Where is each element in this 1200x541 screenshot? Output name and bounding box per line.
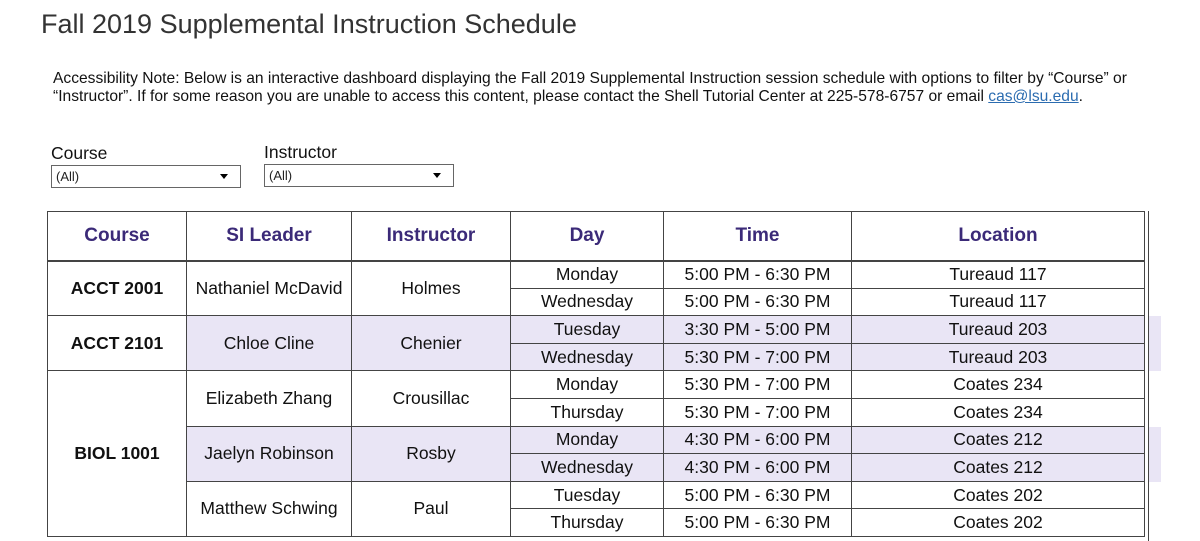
instructor-cell[interactable]: Paul: [352, 481, 511, 536]
si-leader-cell[interactable]: Nathaniel McDavid: [187, 261, 352, 316]
table-row[interactable]: [48, 316, 1145, 344]
course-cell[interactable]: ACCT 2101: [48, 316, 187, 371]
instructor-cell[interactable]: Rosby: [352, 426, 511, 481]
column-header-location[interactable]: Location: [852, 212, 1145, 261]
day-cell[interactable]: Monday: [511, 371, 664, 399]
instructor-cell[interactable]: Chenier: [352, 316, 511, 371]
location-cell[interactable]: Coates 212: [852, 454, 1145, 482]
si-leader-cell[interactable]: Matthew Schwing: [187, 481, 352, 536]
day-cell[interactable]: Tuesday: [511, 316, 664, 344]
course-filter: [51, 143, 241, 188]
time-cell[interactable]: 5:30 PM - 7:00 PM: [664, 398, 852, 426]
time-cell[interactable]: 4:30 PM - 6:00 PM: [664, 426, 852, 454]
instructor-cell[interactable]: Holmes: [352, 261, 511, 316]
day-cell[interactable]: Thursday: [511, 509, 664, 537]
day-cell[interactable]: Thursday: [511, 398, 664, 426]
table-header-row: [48, 212, 1145, 261]
row-shade-edge: [1149, 427, 1161, 455]
table-row[interactable]: [48, 426, 1145, 454]
column-header-instructor[interactable]: Instructor: [352, 212, 511, 261]
course-select-value: (All): [56, 169, 80, 184]
course-select[interactable]: [51, 165, 241, 188]
location-cell[interactable]: Tureaud 117: [852, 288, 1145, 316]
time-cell[interactable]: 5:30 PM - 7:00 PM: [664, 371, 852, 399]
column-header-time[interactable]: Time: [664, 212, 852, 261]
day-cell[interactable]: Wednesday: [511, 454, 664, 482]
dropdown-arrow-icon: [220, 174, 228, 179]
time-cell[interactable]: 5:30 PM - 7:00 PM: [664, 343, 852, 371]
day-cell[interactable]: Wednesday: [511, 288, 664, 316]
row-shade-edge: [1149, 316, 1161, 344]
day-cell[interactable]: Monday: [511, 261, 664, 289]
instructor-filter-label: Instructor: [264, 142, 337, 162]
time-cell[interactable]: 3:30 PM - 5:00 PM: [664, 316, 852, 344]
course-cell[interactable]: BIOL 1001: [48, 371, 187, 537]
location-cell[interactable]: Tureaud 203: [852, 316, 1145, 344]
location-cell[interactable]: Coates 234: [852, 371, 1145, 399]
day-cell[interactable]: Monday: [511, 426, 664, 454]
location-cell[interactable]: Coates 234: [852, 398, 1145, 426]
time-cell[interactable]: 5:00 PM - 6:30 PM: [664, 288, 852, 316]
note-text: Accessibility Note: Below is an interactive dashboard displaying the Fall 2019 Supplemental Instruction session schedule with options to filter by “Course” or “Instructor”. If for some reason you are unable to access this content, please contact the Shell Tutorial Center at 225-578-6757 or email: [53, 70, 1127, 105]
instructor-select[interactable]: [264, 164, 454, 187]
scroll-edge: [1148, 211, 1160, 541]
schedule-table: [47, 211, 1145, 537]
time-cell[interactable]: 5:00 PM - 6:30 PM: [664, 509, 852, 537]
email-link[interactable]: cas@lsu.edu: [988, 88, 1079, 105]
column-header-course[interactable]: Course: [48, 212, 187, 261]
si-leader-cell[interactable]: Chloe Cline: [187, 316, 352, 371]
location-cell[interactable]: Tureaud 203: [852, 343, 1145, 371]
table-row[interactable]: [48, 481, 1145, 509]
time-cell[interactable]: 5:00 PM - 6:30 PM: [664, 481, 852, 509]
instructor-cell[interactable]: Crousillac: [352, 371, 511, 426]
si-leader-cell[interactable]: Elizabeth Zhang: [187, 371, 352, 426]
column-header-si-leader[interactable]: SI Leader: [187, 212, 352, 261]
column-header-day[interactable]: Day: [511, 212, 664, 261]
table-row[interactable]: [48, 261, 1145, 289]
table-body: [48, 261, 1145, 537]
location-cell[interactable]: Coates 212: [852, 426, 1145, 454]
location-cell[interactable]: Coates 202: [852, 481, 1145, 509]
accessibility-note: [53, 70, 1143, 106]
location-cell[interactable]: Coates 202: [852, 509, 1145, 537]
course-cell[interactable]: ACCT 2001: [48, 261, 187, 316]
day-cell[interactable]: Wednesday: [511, 343, 664, 371]
row-shade-edge: [1149, 454, 1161, 482]
instructor-filter: [264, 142, 454, 187]
row-shade-edge: [1149, 344, 1161, 372]
time-cell[interactable]: 5:00 PM - 6:30 PM: [664, 261, 852, 289]
table-row[interactable]: [48, 371, 1145, 399]
location-cell[interactable]: Tureaud 117: [852, 261, 1145, 289]
instructor-select-value: (All): [269, 168, 293, 183]
dropdown-arrow-icon: [433, 173, 441, 178]
time-cell[interactable]: 4:30 PM - 6:00 PM: [664, 454, 852, 482]
day-cell[interactable]: Tuesday: [511, 481, 664, 509]
note-end: .: [1078, 88, 1083, 105]
page-title: Fall 2019 Supplemental Instruction Schedule: [41, 9, 577, 39]
course-filter-label: Course: [51, 143, 108, 163]
si-leader-cell[interactable]: Jaelyn Robinson: [187, 426, 352, 481]
